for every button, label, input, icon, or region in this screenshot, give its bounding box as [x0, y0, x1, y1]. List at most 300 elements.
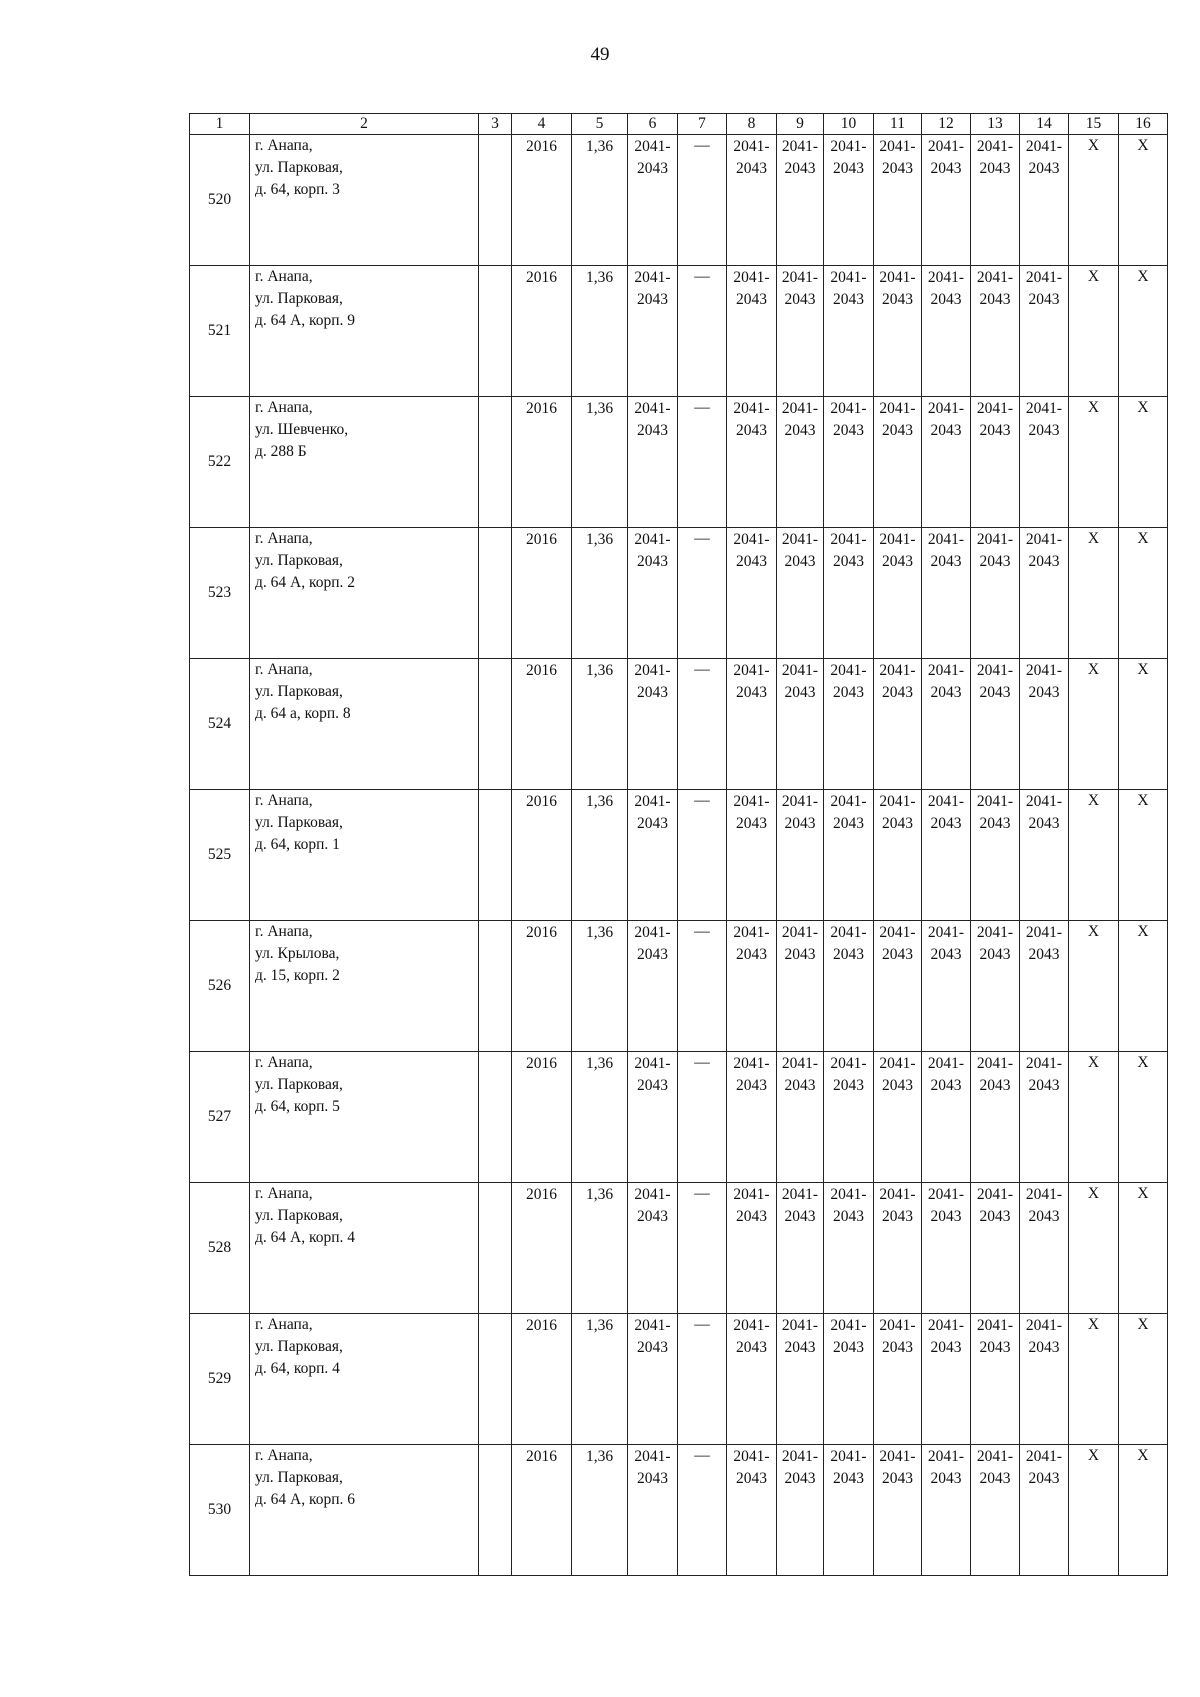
period-line: 2041- [1025, 138, 1063, 155]
period-cell [824, 1183, 874, 1314]
empty-cell [479, 790, 512, 921]
period-line: 2043 [833, 1077, 864, 1094]
address-cell [250, 397, 479, 528]
address-cell [250, 659, 479, 790]
period-line: 2041- [830, 793, 867, 810]
period-line: 2041- [830, 1448, 867, 1465]
period-line: 2041- [976, 1055, 1014, 1072]
period-cell [1020, 528, 1069, 659]
row-number: 529 [190, 1314, 250, 1445]
period-cell [727, 397, 777, 528]
period-line: 2043 [736, 1208, 767, 1225]
address-line: г. Анапа, [255, 1185, 313, 1202]
period-line: 2043 [1028, 160, 1060, 177]
period-line: 2041- [733, 1055, 770, 1072]
period-cell [777, 1052, 824, 1183]
period-line: 2043 [930, 1077, 962, 1094]
period-line: 2041- [927, 531, 965, 548]
address-line: д. 64 а, корп. 8 [255, 705, 351, 722]
x-mark-cell: X [1119, 266, 1168, 397]
period-cell [874, 528, 922, 659]
period-line: 2043 [882, 1339, 913, 1356]
period-line: 2041- [976, 1448, 1014, 1465]
dash-cell: — [678, 1052, 727, 1183]
dash-cell: — [678, 1183, 727, 1314]
period-cell [874, 135, 922, 266]
address-line: ул. Парковая, [255, 159, 343, 176]
period-line: 2041- [976, 662, 1014, 679]
period-line: 2041- [830, 400, 867, 417]
period-line: 2043 [930, 1339, 962, 1356]
period-cell [922, 790, 971, 921]
row-number: 526 [190, 921, 250, 1052]
period-line: 2041- [927, 269, 965, 286]
column-number-4: 4 [512, 114, 572, 135]
row-number: 523 [190, 528, 250, 659]
period-line: 2041- [976, 138, 1014, 155]
period-cell [824, 528, 874, 659]
x-mark-cell: X [1069, 790, 1119, 921]
period-line: 2043 [637, 291, 668, 308]
value-cell: 1,36 [572, 528, 628, 659]
value-cell: 1,36 [572, 659, 628, 790]
period-cell [874, 659, 922, 790]
table-row [190, 528, 1168, 659]
period-cell [727, 1445, 777, 1576]
period-line: 2043 [1028, 1208, 1060, 1225]
period-cell [628, 266, 678, 397]
address-line: д. 64 А, корп. 4 [255, 1229, 355, 1246]
table-row [190, 1052, 1168, 1183]
period-line: 2041- [733, 1186, 770, 1203]
period-line: 2041- [733, 924, 770, 941]
dash-cell: — [678, 528, 727, 659]
period-cell [971, 528, 1020, 659]
period-line: 2043 [833, 946, 864, 963]
period-line: 2041- [879, 1448, 916, 1465]
address-line: ул. Парковая, [255, 1469, 343, 1486]
address-line: д. 64, корп. 5 [255, 1098, 340, 1115]
period-line: 2041- [927, 1055, 965, 1072]
period-cell [727, 921, 777, 1052]
table-row [190, 135, 1168, 266]
x-mark-cell: X [1069, 1183, 1119, 1314]
period-cell [971, 659, 1020, 790]
period-cell [922, 266, 971, 397]
period-line: 2043 [979, 1208, 1011, 1225]
period-line: 2041- [634, 1055, 671, 1072]
period-line: 2041- [830, 1055, 867, 1072]
period-cell [824, 1052, 874, 1183]
period-cell [628, 528, 678, 659]
period-line: 2041- [976, 924, 1014, 941]
period-line: 2041- [634, 662, 671, 679]
year-cell: 2016 [512, 790, 572, 921]
period-cell [727, 659, 777, 790]
period-line: 2041- [781, 531, 819, 548]
period-cell [628, 1052, 678, 1183]
period-cell [874, 1183, 922, 1314]
value-cell: 1,36 [572, 266, 628, 397]
period-cell [777, 397, 824, 528]
period-cell [922, 397, 971, 528]
column-number-8: 8 [727, 114, 777, 135]
period-line: 2043 [736, 291, 767, 308]
table-row [190, 921, 1168, 1052]
dash-cell: — [678, 1445, 727, 1576]
value-cell: 1,36 [572, 1314, 628, 1445]
period-line: 2043 [882, 422, 913, 439]
column-number-7: 7 [678, 114, 727, 135]
value-cell: 1,36 [572, 1183, 628, 1314]
period-line: 2041- [927, 1317, 965, 1334]
period-line: 2041- [927, 1448, 965, 1465]
period-line: 2043 [882, 815, 913, 832]
period-line: 2041- [1025, 1186, 1063, 1203]
period-line: 2043 [979, 1470, 1011, 1487]
period-cell [971, 397, 1020, 528]
x-mark-cell: X [1069, 528, 1119, 659]
x-mark-cell: X [1069, 266, 1119, 397]
period-line: 2041- [830, 531, 867, 548]
period-cell [727, 1052, 777, 1183]
period-line: 2043 [736, 422, 767, 439]
x-mark-cell: X [1069, 1445, 1119, 1576]
x-mark-cell: X [1069, 659, 1119, 790]
period-line: 2043 [784, 422, 816, 439]
period-cell [1020, 1183, 1069, 1314]
period-cell [628, 135, 678, 266]
period-cell [777, 135, 824, 266]
address-line: ул. Парковая, [255, 290, 343, 307]
period-line: 2041- [781, 1186, 819, 1203]
address-line: г. Анапа, [255, 792, 313, 809]
period-cell [971, 790, 1020, 921]
column-number-11: 11 [874, 114, 922, 135]
period-line: 2043 [736, 1470, 767, 1487]
period-line: 2043 [979, 684, 1011, 701]
period-line: 2041- [927, 924, 965, 941]
dash-cell: — [678, 135, 727, 266]
period-line: 2041- [733, 793, 770, 810]
period-cell [971, 1052, 1020, 1183]
register-table [189, 113, 1168, 1576]
period-line: 2041- [976, 400, 1014, 417]
x-mark-cell: X [1119, 659, 1168, 790]
period-line: 2043 [736, 815, 767, 832]
period-cell [824, 397, 874, 528]
address-cell [250, 528, 479, 659]
period-cell [824, 1314, 874, 1445]
period-cell [922, 1183, 971, 1314]
period-line: 2041- [781, 400, 819, 417]
year-cell: 2016 [512, 528, 572, 659]
period-line: 2043 [784, 160, 816, 177]
address-line: г. Анапа, [255, 137, 313, 154]
row-number: 522 [190, 397, 250, 528]
period-line: 2043 [637, 815, 668, 832]
address-line: ул. Парковая, [255, 814, 343, 831]
period-cell [971, 1445, 1020, 1576]
address-line: д. 64 А, корп. 9 [255, 312, 355, 329]
period-line: 2041- [879, 1317, 916, 1334]
x-mark-cell: X [1119, 1314, 1168, 1445]
year-cell: 2016 [512, 266, 572, 397]
x-mark-cell: X [1119, 135, 1168, 266]
period-line: 2041- [830, 662, 867, 679]
period-line: 2043 [882, 1470, 913, 1487]
period-line: 2043 [833, 422, 864, 439]
period-line: 2041- [733, 400, 770, 417]
period-cell [628, 1314, 678, 1445]
period-line: 2041- [976, 531, 1014, 548]
value-cell: 1,36 [572, 135, 628, 266]
period-line: 2043 [833, 815, 864, 832]
period-line: 2043 [930, 815, 962, 832]
address-line: д. 64, корп. 1 [255, 836, 340, 853]
period-line: 2041- [634, 400, 671, 417]
period-cell [874, 1445, 922, 1576]
period-cell [874, 1314, 922, 1445]
address-cell [250, 1445, 479, 1576]
period-line: 2041- [927, 138, 965, 155]
period-line: 2041- [634, 924, 671, 941]
period-line: 2043 [637, 1470, 668, 1487]
empty-cell [479, 266, 512, 397]
period-line: 2043 [736, 160, 767, 177]
x-mark-cell: X [1119, 921, 1168, 1052]
period-line: 2041- [830, 924, 867, 941]
period-line: 2041- [781, 138, 819, 155]
period-cell [874, 921, 922, 1052]
dash-cell: — [678, 1314, 727, 1445]
period-line: 2043 [1028, 291, 1060, 308]
period-line: 2041- [879, 793, 916, 810]
period-line: 2041- [781, 793, 819, 810]
period-cell [971, 921, 1020, 1052]
table-row [190, 1183, 1168, 1314]
period-cell [971, 1314, 1020, 1445]
period-line: 2043 [979, 815, 1011, 832]
period-cell [824, 921, 874, 1052]
address-line: г. Анапа, [255, 530, 313, 547]
period-cell [727, 790, 777, 921]
value-cell: 1,36 [572, 921, 628, 1052]
period-line: 2043 [833, 1208, 864, 1225]
period-line: 2041- [1025, 400, 1063, 417]
column-number-row [190, 114, 1168, 135]
period-cell [824, 266, 874, 397]
address-line: ул. Парковая, [255, 1076, 343, 1093]
period-line: 2043 [882, 946, 913, 963]
period-cell [777, 528, 824, 659]
x-mark-cell: X [1069, 1314, 1119, 1445]
value-cell: 1,36 [572, 397, 628, 528]
period-cell [1020, 397, 1069, 528]
column-number-5: 5 [572, 114, 628, 135]
row-number: 525 [190, 790, 250, 921]
period-line: 2041- [927, 1186, 965, 1203]
row-number: 530 [190, 1445, 250, 1576]
x-mark-cell: X [1119, 1183, 1168, 1314]
address-line: д. 64 А, корп. 2 [255, 574, 355, 591]
year-cell: 2016 [512, 1445, 572, 1576]
period-cell [874, 266, 922, 397]
period-line: 2041- [733, 269, 770, 286]
period-line: 2041- [1025, 1448, 1063, 1465]
empty-cell [479, 135, 512, 266]
empty-cell [479, 528, 512, 659]
address-cell [250, 1183, 479, 1314]
address-line: ул. Крылова, [255, 945, 340, 962]
period-line: 2041- [733, 1317, 770, 1334]
period-line: 2041- [830, 269, 867, 286]
column-number-16: 16 [1119, 114, 1168, 135]
period-line: 2041- [1025, 531, 1063, 548]
period-line: 2043 [930, 553, 962, 570]
x-mark-cell: X [1119, 528, 1168, 659]
dash-cell: — [678, 659, 727, 790]
period-line: 2043 [882, 1208, 913, 1225]
period-line: 2043 [833, 1470, 864, 1487]
address-line: ул. Парковая, [255, 683, 343, 700]
period-line: 2041- [634, 1317, 671, 1334]
period-line: 2041- [733, 1448, 770, 1465]
year-cell: 2016 [512, 659, 572, 790]
x-mark-cell: X [1069, 135, 1119, 266]
period-line: 2043 [1028, 684, 1060, 701]
period-line: 2043 [637, 1077, 668, 1094]
period-line: 2041- [634, 1186, 671, 1203]
period-line: 2041- [976, 269, 1014, 286]
table-row [190, 1445, 1168, 1576]
year-cell: 2016 [512, 135, 572, 266]
address-line: г. Анапа, [255, 1447, 313, 1464]
column-number-1: 1 [190, 114, 250, 135]
period-line: 2041- [781, 662, 819, 679]
period-line: 2041- [927, 400, 965, 417]
address-line: г. Анапа, [255, 1316, 313, 1333]
row-number: 521 [190, 266, 250, 397]
period-line: 2041- [1025, 924, 1063, 941]
period-line: 2041- [830, 1317, 867, 1334]
period-line: 2043 [637, 684, 668, 701]
period-line: 2043 [736, 553, 767, 570]
period-cell [922, 1052, 971, 1183]
empty-cell [479, 659, 512, 790]
address-line: ул. Парковая, [255, 552, 343, 569]
period-line: 2041- [781, 269, 819, 286]
period-line: 2043 [882, 291, 913, 308]
row-number: 524 [190, 659, 250, 790]
period-line: 2043 [784, 684, 816, 701]
address-line: д. 288 Б [255, 443, 307, 460]
period-line: 2041- [1025, 1317, 1063, 1334]
period-line: 2043 [930, 422, 962, 439]
period-cell [922, 1314, 971, 1445]
row-number: 528 [190, 1183, 250, 1314]
table-row [190, 266, 1168, 397]
period-cell [727, 135, 777, 266]
period-line: 2041- [634, 1448, 671, 1465]
period-cell [824, 1445, 874, 1576]
address-cell [250, 921, 479, 1052]
period-line: 2043 [979, 946, 1011, 963]
period-line: 2043 [784, 1208, 816, 1225]
period-line: 2043 [784, 1077, 816, 1094]
row-number: 520 [190, 135, 250, 266]
period-cell [1020, 1052, 1069, 1183]
period-line: 2043 [637, 1208, 668, 1225]
period-line: 2043 [833, 1339, 864, 1356]
year-cell: 2016 [512, 1052, 572, 1183]
period-cell [727, 1314, 777, 1445]
address-line: г. Анапа, [255, 1054, 313, 1071]
table-row [190, 659, 1168, 790]
period-cell [1020, 1314, 1069, 1445]
value-cell: 1,36 [572, 790, 628, 921]
period-line: 2043 [979, 553, 1011, 570]
column-number-14: 14 [1020, 114, 1069, 135]
column-number-9: 9 [777, 114, 824, 135]
period-line: 2041- [976, 1186, 1014, 1203]
period-line: 2043 [784, 815, 816, 832]
value-cell: 1,36 [572, 1445, 628, 1576]
period-line: 2043 [1028, 815, 1060, 832]
period-cell [727, 528, 777, 659]
period-cell [1020, 1445, 1069, 1576]
address-line: ул. Парковая, [255, 1338, 343, 1355]
period-line: 2041- [879, 662, 916, 679]
period-line: 2041- [1025, 1055, 1063, 1072]
period-line: 2043 [979, 422, 1011, 439]
period-line: 2043 [736, 684, 767, 701]
column-number-3: 3 [479, 114, 512, 135]
period-line: 2043 [882, 553, 913, 570]
period-cell [922, 1445, 971, 1576]
x-mark-cell: X [1119, 397, 1168, 528]
period-line: 2043 [637, 422, 668, 439]
dash-cell: — [678, 921, 727, 1052]
period-line: 2041- [733, 662, 770, 679]
period-line: 2043 [930, 946, 962, 963]
x-mark-cell: X [1119, 790, 1168, 921]
period-line: 2043 [784, 1470, 816, 1487]
period-cell [727, 266, 777, 397]
period-line: 2043 [736, 1077, 767, 1094]
period-line: 2043 [979, 1077, 1011, 1094]
year-cell: 2016 [512, 921, 572, 1052]
period-line: 2041- [781, 1448, 819, 1465]
x-mark-cell: X [1069, 921, 1119, 1052]
address-cell [250, 266, 479, 397]
period-cell [777, 659, 824, 790]
period-cell [628, 397, 678, 528]
period-line: 2041- [733, 138, 770, 155]
period-cell [922, 135, 971, 266]
column-number-10: 10 [824, 114, 874, 135]
period-line: 2043 [979, 1339, 1011, 1356]
x-mark-cell: X [1069, 397, 1119, 528]
period-cell [874, 790, 922, 921]
period-line: 2043 [637, 553, 668, 570]
table-row [190, 790, 1168, 921]
period-line: 2041- [927, 793, 965, 810]
period-line: 2041- [976, 793, 1014, 810]
period-cell [628, 790, 678, 921]
period-line: 2041- [879, 531, 916, 548]
period-cell [1020, 135, 1069, 266]
